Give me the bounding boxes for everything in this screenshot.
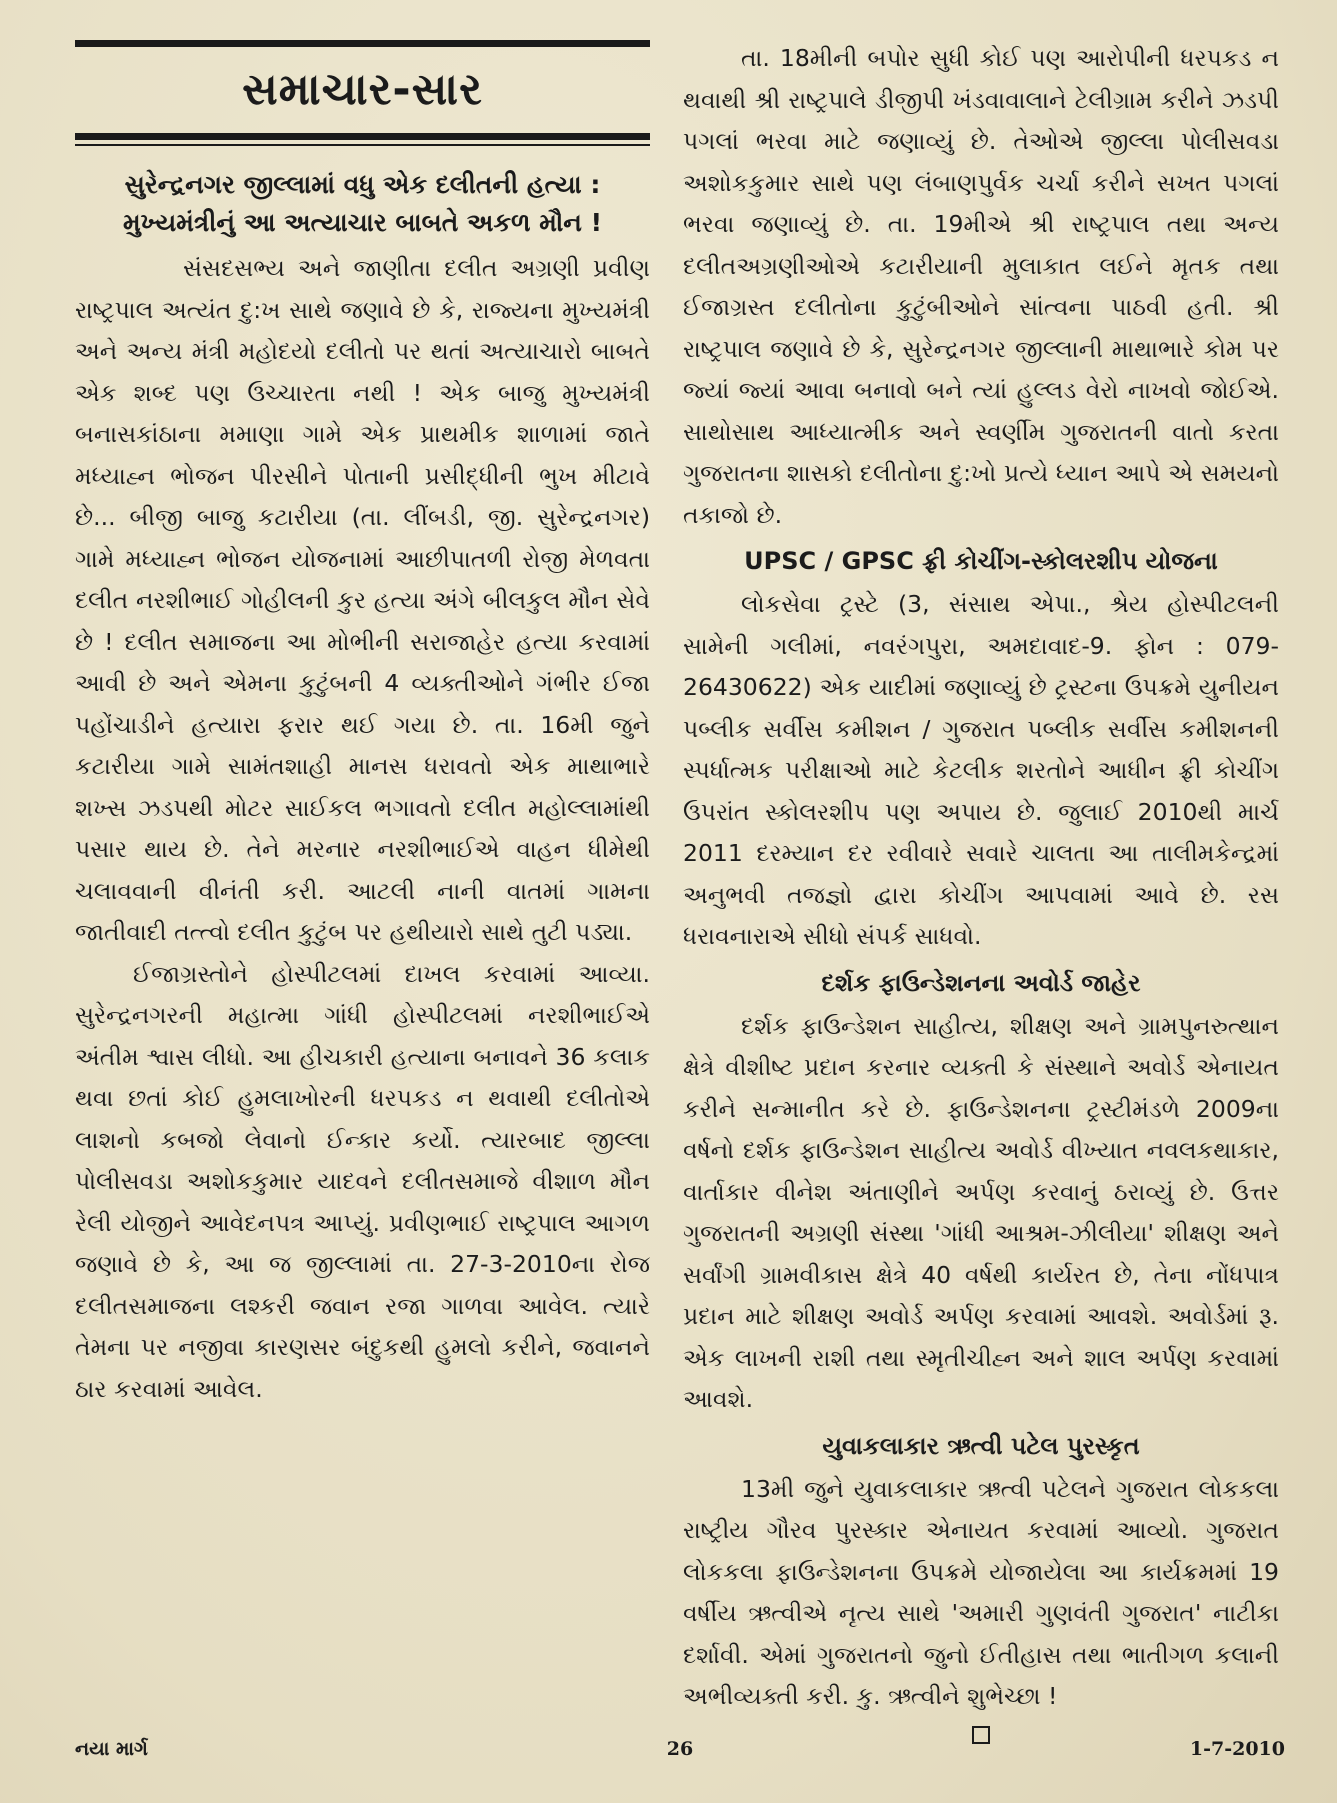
top-rule bbox=[75, 40, 650, 47]
right-column bbox=[683, 38, 1279, 1744]
article-paragraph: ઈજાગ્રસ્તોને હોસ્પીટલમાં દાખલ કરવામાં આવ્યા. સુરેન્દ્રનગરની મહાત્મા ગાંધી હોસ્પીટલમાં નરશીભાઈએ અંતીમ શ્વાસ લીધો. આ હીચકારી હત્યાના બનાવને 36 કલાક થવા છતાં કોઈ હુમલાખોરની ધરપકડ ન થવાથી દલીતોએ લાશનો કબજો લેવાનો ઈન્કાર કર્યો. ત્યારબાદ જીલ્લા પોલીસવડા અશોકકુમાર યાદવને દલીતસમાજે વીશાળ મૌન રેલી યોજીને આવેદનપત્ર આપ્યું. પ્રવીણભાઈ રાષ્ટ્રપાલ આગળ જણાવે છે કે, આ જ જીલ્લામાં તા. 27-3-2010ના રોજ દલીતસમાજના લશ્કરી જવાન રજા ગાળવા આવેલ. ત્યારે તેમના પર નજીવા કારણસર બંદુકથી હુમલો કરીને, જવાનને ઠાર કરવામાં આવેલ. bbox=[75, 959, 650, 1403]
article-headline: યુવાકલાકાર ઋત્વી પટેલ પુરસ્કૃત bbox=[822, 1431, 1140, 1460]
page-footer bbox=[75, 1738, 1285, 1766]
article-headline bbox=[75, 146, 650, 248]
article-headline: UPSC / GPSC ફ્રી કોચીંગ-સ્કોલરશીપ યોજના bbox=[744, 547, 1218, 575]
article-headline: દર્શક ફાઉન્ડેશનના અવોર્ડ જાહેર bbox=[821, 968, 1141, 997]
article-paragraph: સંસદસભ્ય અને જાણીતા દલીત અગ્રણી પ્રવીણ રાષ્ટ્રપાલ અત્યંત દુ:ખ સાથે જણાવે છે કે, રાજ્યના મુખ્યમંત્રી અને અન્ય મંત્રી મહોદયો દલીતો પર થતાં અત્યાચારો બાબતે એક શબ્દ પણ ઉચ્ચારતા નથી ! એક બાજુ મુખ્યમંત્રી બનાસકાંઠાના મમાણા ગામે એક પ્રાથમીક શાળામાં જાતે મધ્યાહ્ન ભોજન પીરસીને પોતાની પ્રસીદ્ધીની ભુખ મીટાવે છે... બીજી બાજુ કટારીયા (તા. લીંબડી, જી. સુરેન્દ્રનગર) ગામે મધ્યાહ્ન ભોજન યોજનામાં આછીપાતળી રોજી મેળવતા દલીત નરશીભાઈ ગોહીલની કુર હત્યા અંગે બીલકુલ મૌન સેવે છે ! દલીત સમાજના આ મોભીની સરાજાહેર હત્યા કરવામાં આવી છે અને એમના કુટુંબની 4 વ્યક્તીઓને ગંભીર ઈજા પહોંચાડીને હત્યારા ફરાર થઈ ગયા છે. તા. 16મી જુને કટારીયા ગામે સામંતશાહી માનસ ધરાવતો એક માથાભારે શખ્સ ઝડપથી મોટર સાઈકલ ભગાવતો દલીત મહોલ્લામાંથી પસાર થાય છે. તેને મરનાર નરશીભાઈએ વાહન ધીમેથી ચલાવવાની વીનંતી કરી. આટલી નાની વાતમાં ગામના જાતીવાદી તત્ત્વો દલીત કુટુંબ પર હથીયારો સાથે તુટી પડ્યા. bbox=[75, 254, 650, 946]
article-paragraph: દર્શક ફાઉન્ડેશન સાહીત્ય, શીક્ષણ અને ગ્રામપુનરુત્થાન ક્ષેત્રે વીશીષ્ટ પ્રદાન કરનાર વ્યક્તી કે સંસ્થાને અવોર્ડ એનાયત કરીને સન્માનીત કરે છે. ફાઉન્ડેશનના ટ્રસ્ટીમંડળે 2009ના વર્ષનો દર્શક ફાઉન્ડેશન સાહીત્ય અવોર્ડ વીખ્યાત નવલકથાકાર, વાર્તાકાર વીનેશ અંતાણીને અર્પણ કરવાનું ઠરાવ્યું છે. ઉત્તર ગુજરાતની અગ્રણી સંસ્થા 'ગાંધી આશ્રમ-ઝીલીયા' શીક્ષણ અને સર્વાંગી ગ્રામવીકાસ ક્ષેત્રે 40 વર્ષથી કાર્યરત છે, તેના નોંધપાત્ર પ્રદાન માટે શીક્ષણ અવોર્ડ અર્પણ કરવામાં આવશે. અવોર્ડમાં રૂ. એક લાખની રાશી તથા સ્મૃતીચીહ્ન અને શાલ અર્પણ કરવામાં આવશે. bbox=[683, 1011, 1279, 1413]
page-number: 26 bbox=[666, 1738, 694, 1760]
headline-line-1: સુરેન્દ્રનગર જીલ્લામાં વધુ એક દલીતની હત્યા : bbox=[124, 170, 601, 199]
publication-name: નયા માર્ગ bbox=[75, 1738, 148, 1760]
issue-date: 1-7-2010 bbox=[1189, 1738, 1285, 1760]
article-paragraph: 13મી જુને યુવાકલાકાર ઋત્વી પટેલને ગુજરાત લોકકલા રાષ્ટ્રીય ગૌરવ પુરસ્કાર એનાયત કરવામાં આવ્યો. ગુજરાત લોકકલા ફાઉન્ડેશનના ઉપક્રમે યોજાયેલા આ કાર્યક્રમમાં 19 વર્ષીય ઋત્વીએ નૃત્ય સાથે 'અમારી ગુણવંતી ગુજરાત' નાટીકા દર્શાવી. એમાં ગુજરાતનો જુનો ઈતીહાસ તથા ભાતીગળ કલાની અભીવ્યક્તી કરી. કુ. ઋત્વીને શુભેચ્છા ! bbox=[683, 1474, 1279, 1710]
section-masthead: સમાચાર-સાર bbox=[242, 64, 483, 115]
left-column bbox=[75, 40, 650, 1410]
article-paragraph: તા. 18મીની બપોર સુધી કોઈ પણ આરોપીની ધરપકડ ન થવાથી શ્રી રાષ્ટ્રપાલે ડીજીપી ખંડવાવાલાને ટેલીગ્રામ કરીને ઝડપી પગલાં ભરવા માટે જણાવ્યું છે. તેઓએ જીલ્લા પોલીસવડા અશોકકુમાર સાથે પણ લંબાણપુર્વક ચર્ચા કરીને સખત પગલાં ભરવા જણાવ્યું છે. તા. 19મીએ શ્રી રાષ્ટ્રપાલ તથા અન્ય દલીતઅગ્રણીઓએ કટારીયાની મુલાકાત લઈને મૃતક તથા ઈજાગ્રસ્ત દલીતોના કુટુંબીઓને સાંત્વના પાઠવી હતી. શ્રી રાષ્ટ્રપાલ જણાવે છે કે, સુરેન્દ્રનગર જીલ્લાની માથાભારે કોમ પર જ્યાં જ્યાં આવા બનાવો બને ત્યાં હુલ્લડ વેરો નાખવો જોઈએ. સાથોસાથ આધ્યાત્મીક અને સ્વર્ણીમ ગુજરાતની વાતો કરતા ગુજરાતના શાસકો દલીતોના દુ:ખો પ્રત્યે ધ્યાન આપે એ સમયનો તકાજો છે. bbox=[683, 44, 1279, 529]
headline-line-2: મુખ્યમંત્રીનું આ અત્યાચાર બાબતે અકળ મૌન ! bbox=[122, 208, 603, 237]
article-paragraph: લોકસેવા ટ્રસ્ટે (3, સંસાથ એપા., શ્રેય હોસ્પીટલની સામેની ગલીમાં, નવરંગપુરા, અમદાવાદ-9. ફોન : 079-26430622) એક યાદીમાં જણાવ્યું છે ટ્રસ્ટના ઉપક્રમે યુનીયન પબ્લીક સર્વીસ કમીશન / ગુજરાત પબ્લીક સર્વીસ કમીશનની સ્પર્ધાત્મક પરીક્ષાઓ માટે કેટલીક શરતોને આધીન ફ્રી કોચીંગ ઉપરાંત સ્કોલરશીપ પણ અપાય છે. જુલાઈ 2010થી માર્ચ 2011 દરમ્યાન દર રવીવારે સવારે ચાલતા આ તાલીમકેન્દ્રમાં અનુભવી તજજ્ઞો દ્વારા કોચીંગ આપવામાં આવે છે. રસ ધરાવનારાએ સીધો સંપર્ક સાધવો. bbox=[683, 590, 1279, 950]
masthead-rule bbox=[75, 133, 650, 140]
